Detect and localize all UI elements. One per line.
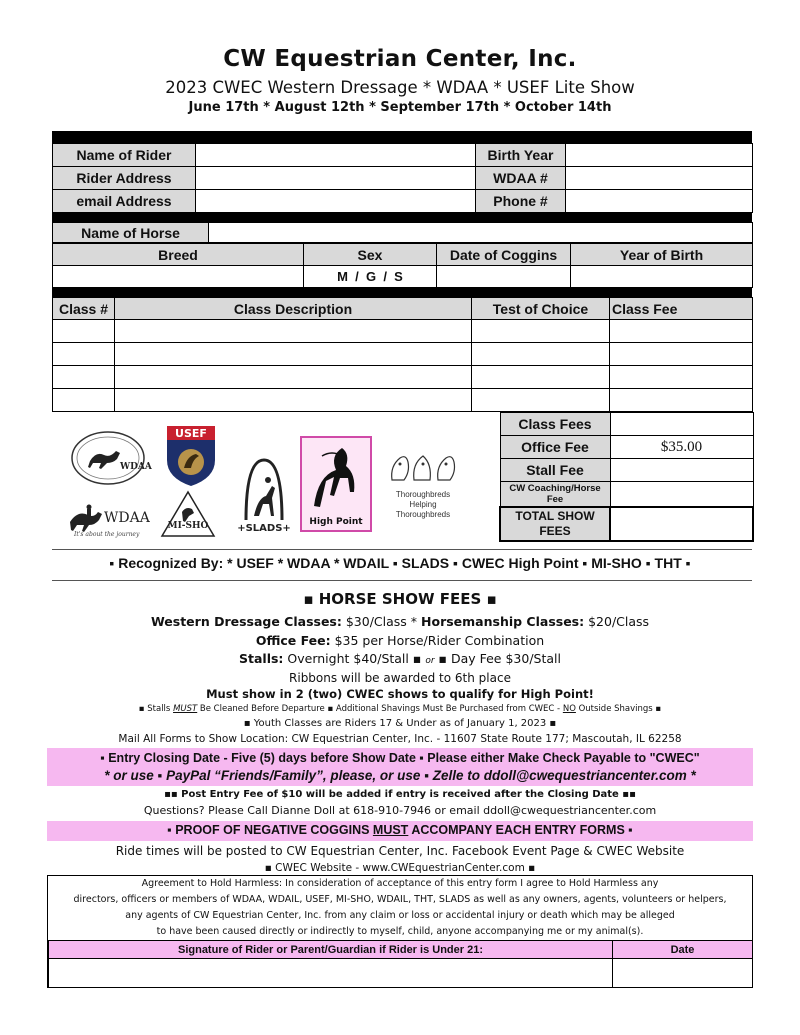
class-row (53, 366, 753, 389)
class-fee-header: Class Fee (610, 298, 753, 320)
class-row (53, 343, 753, 366)
class-row (53, 320, 753, 343)
signature-label: Signature of Rider or Parent/Guardian if Rider is Under 21: (49, 941, 613, 959)
rider-name-field[interactable] (196, 144, 476, 167)
wdaa-number-field[interactable] (566, 167, 753, 190)
birth-year-label: Birth Year (476, 144, 566, 167)
coggins-date-label: Date of Coggins (437, 244, 571, 266)
website-line: ▪ CWEC Website - www.CWEquestrianCenter.com ▪ (264, 862, 536, 874)
class-description-header: Class Description (115, 298, 472, 320)
signature-table (48, 940, 753, 988)
hold-harmless-line: any agents of CW Equestrian Center, Inc. from any claim or loss or accidental injury or death which may be alleged (125, 910, 675, 921)
payment-line: * or use ▪ PayPal “Friends/Family”, please, or use ▪ Zelle to ddoll@cwequestriancenter.com * (104, 768, 696, 783)
coggins-line: ▪ PROOF OF NEGATIVE COGGINS MUST ACCOMPANY EACH ENTRY FORMS ▪ (167, 823, 633, 837)
class-table (52, 297, 753, 412)
misho-logo-icon (160, 490, 216, 540)
show-dates: June 17th * August 12th * September 17th * October 14th (188, 100, 612, 115)
wdaa-rider-logo-text: WDAA (104, 510, 150, 526)
test-of-choice-header: Test of Choice (472, 298, 610, 320)
usef-logo-text: USEF (175, 427, 207, 440)
stalls-line: Stalls: Overnight $40/Stall ▪ or ▪ Day Fee $30/Stall (239, 651, 561, 666)
class-number-header: Class # (53, 298, 115, 320)
office-fee-line: Office Fee: $35 per Horse/Rider Combination (255, 633, 545, 648)
form-subtitle: 2023 CWEC Western Dressage * WDAA * USEF Lite Show (165, 78, 635, 97)
hold-harmless-line: directors, officers or members of WDAA, WDAIL, USEF, MI-SHO, WDAIL, THT, SLADS as well as any owners, agents, volunteers or helpers, (73, 894, 727, 905)
stalls-rule-line: ▪ Stalls MUST Be Cleaned Before Departure ▪ Additional Shavings Must Be Purchased from CWEC - NO Outside Shavings ▪ (138, 704, 662, 714)
sex-label: Sex (304, 244, 437, 266)
ride-times-line: Ride times will be posted to CW Equestrian Center, Inc. Facebook Event Page & CWEC Website (115, 844, 685, 858)
rider-address-label: Rider Address (53, 167, 196, 190)
high-point-rule: Must show in 2 (two) CWEC shows to qualify for High Point! (206, 687, 594, 701)
show-fees-title: ▪ HORSE SHOW FEES ▪ (303, 590, 497, 608)
birth-year-field[interactable] (566, 144, 753, 167)
form-title: CW Equestrian Center, Inc. (223, 46, 577, 72)
slads-logo-icon (238, 458, 290, 534)
horse-details-table (52, 243, 753, 288)
youth-line: ▪ Youth Classes are Riders 17 & Under as of January 1, 2023 ▪ (243, 718, 557, 729)
date-label: Date (613, 941, 753, 959)
ribbons-line: Ribbons will be awarded to 6th place (289, 671, 511, 685)
hold-harmless-line: Agreement to Hold Harmless: In consideration of acceptance of this entry form I agree to Hold Harmless any (141, 878, 659, 889)
rider-info-table (52, 143, 753, 213)
sex-options[interactable]: M / G / S (304, 266, 437, 288)
breed-label: Breed (53, 244, 304, 266)
divider (52, 549, 752, 550)
tht-logo-icon (386, 450, 460, 486)
wdaa-tagline: It's about the journey (74, 531, 140, 538)
year-of-birth-field[interactable] (571, 266, 753, 288)
mail-line: Mail All Forms to Show Location: CW Equestrian Center, Inc. - 11607 State Route 177; Mascoutah, IL 62258 (118, 733, 682, 745)
class-pricing-line: Western Dressage Classes: $30/Class * Horsemanship Classes: $20/Class (150, 614, 650, 629)
horse-section-bar (52, 213, 752, 222)
breed-field[interactable] (53, 266, 304, 288)
phone-label: Phone # (476, 190, 566, 213)
post-entry-fee-line: ▪▪ Post Entry Fee of $10 will be added if entry is received after the Closing Date ▪▪ (164, 789, 636, 800)
fees-summary-table (499, 412, 754, 542)
email-field[interactable] (196, 190, 476, 213)
office-fee-value: $35.00 (610, 436, 753, 459)
year-of-birth-label: Year of Birth (571, 244, 753, 266)
email-label: email Address (53, 190, 196, 213)
class-section-bar (52, 287, 752, 297)
divider (52, 580, 752, 581)
horse-name-table (52, 222, 753, 243)
slads-logo-text: +SLADS+ (237, 523, 291, 534)
phone-field[interactable] (566, 190, 753, 213)
stall-fee-field[interactable] (610, 459, 753, 482)
total-fees-label: TOTAL SHOW FEES (500, 507, 610, 541)
wdaa-logo-text: WDAA (120, 462, 152, 472)
coggins-date-field[interactable] (437, 266, 571, 288)
rider-name-label: Name of Rider (53, 144, 196, 167)
rider-section-bar (52, 131, 752, 143)
hold-harmless-line: to have been caused directly or indirectly to myself, child, anyone accompanying me or my animal(s). (156, 926, 644, 937)
horse-name-field[interactable] (209, 223, 753, 243)
high-point-logo-text: High Point (309, 517, 363, 527)
wdaa-rider-logo-icon (66, 496, 152, 540)
coaching-fee-field[interactable] (610, 482, 753, 507)
tht-logo-text: Thoroughbreds Helping Thoroughbreds (395, 490, 451, 519)
class-fees-label: Class Fees (500, 413, 610, 436)
coaching-fee-label: CW Coaching/Horse Fee (500, 482, 610, 507)
total-fees-field[interactable] (610, 507, 753, 541)
closing-date-line: ▪ Entry Closing Date - Five (5) days before Show Date ▪ Please either Make Check Payable to "CWEC" (100, 751, 700, 765)
office-fee-label: Office Fee (500, 436, 610, 459)
wdaa-logo-icon (68, 428, 152, 488)
high-point-logo-icon (300, 436, 372, 532)
usef-logo-icon (165, 424, 217, 488)
signature-field[interactable] (49, 959, 613, 988)
horse-name-label: Name of Horse (53, 223, 209, 243)
class-row (53, 389, 753, 412)
stall-fee-label: Stall Fee (500, 459, 610, 482)
questions-line: Questions? Please Call Dianne Doll at 618-910-7946 or email ddoll@cwequestriancenter.com (143, 804, 657, 817)
date-field[interactable] (613, 959, 753, 988)
class-fees-field[interactable] (610, 413, 753, 436)
wdaa-number-label: WDAA # (476, 167, 566, 190)
misho-logo-text: MI-SHO (167, 521, 209, 531)
recognized-by: ▪ Recognized By: * USEF * WDAA * WDAIL ▪ SLADS ▪ CWEC High Point ▪ MI-SHO ▪ THT ▪ (109, 555, 691, 571)
rider-address-field[interactable] (196, 167, 476, 190)
